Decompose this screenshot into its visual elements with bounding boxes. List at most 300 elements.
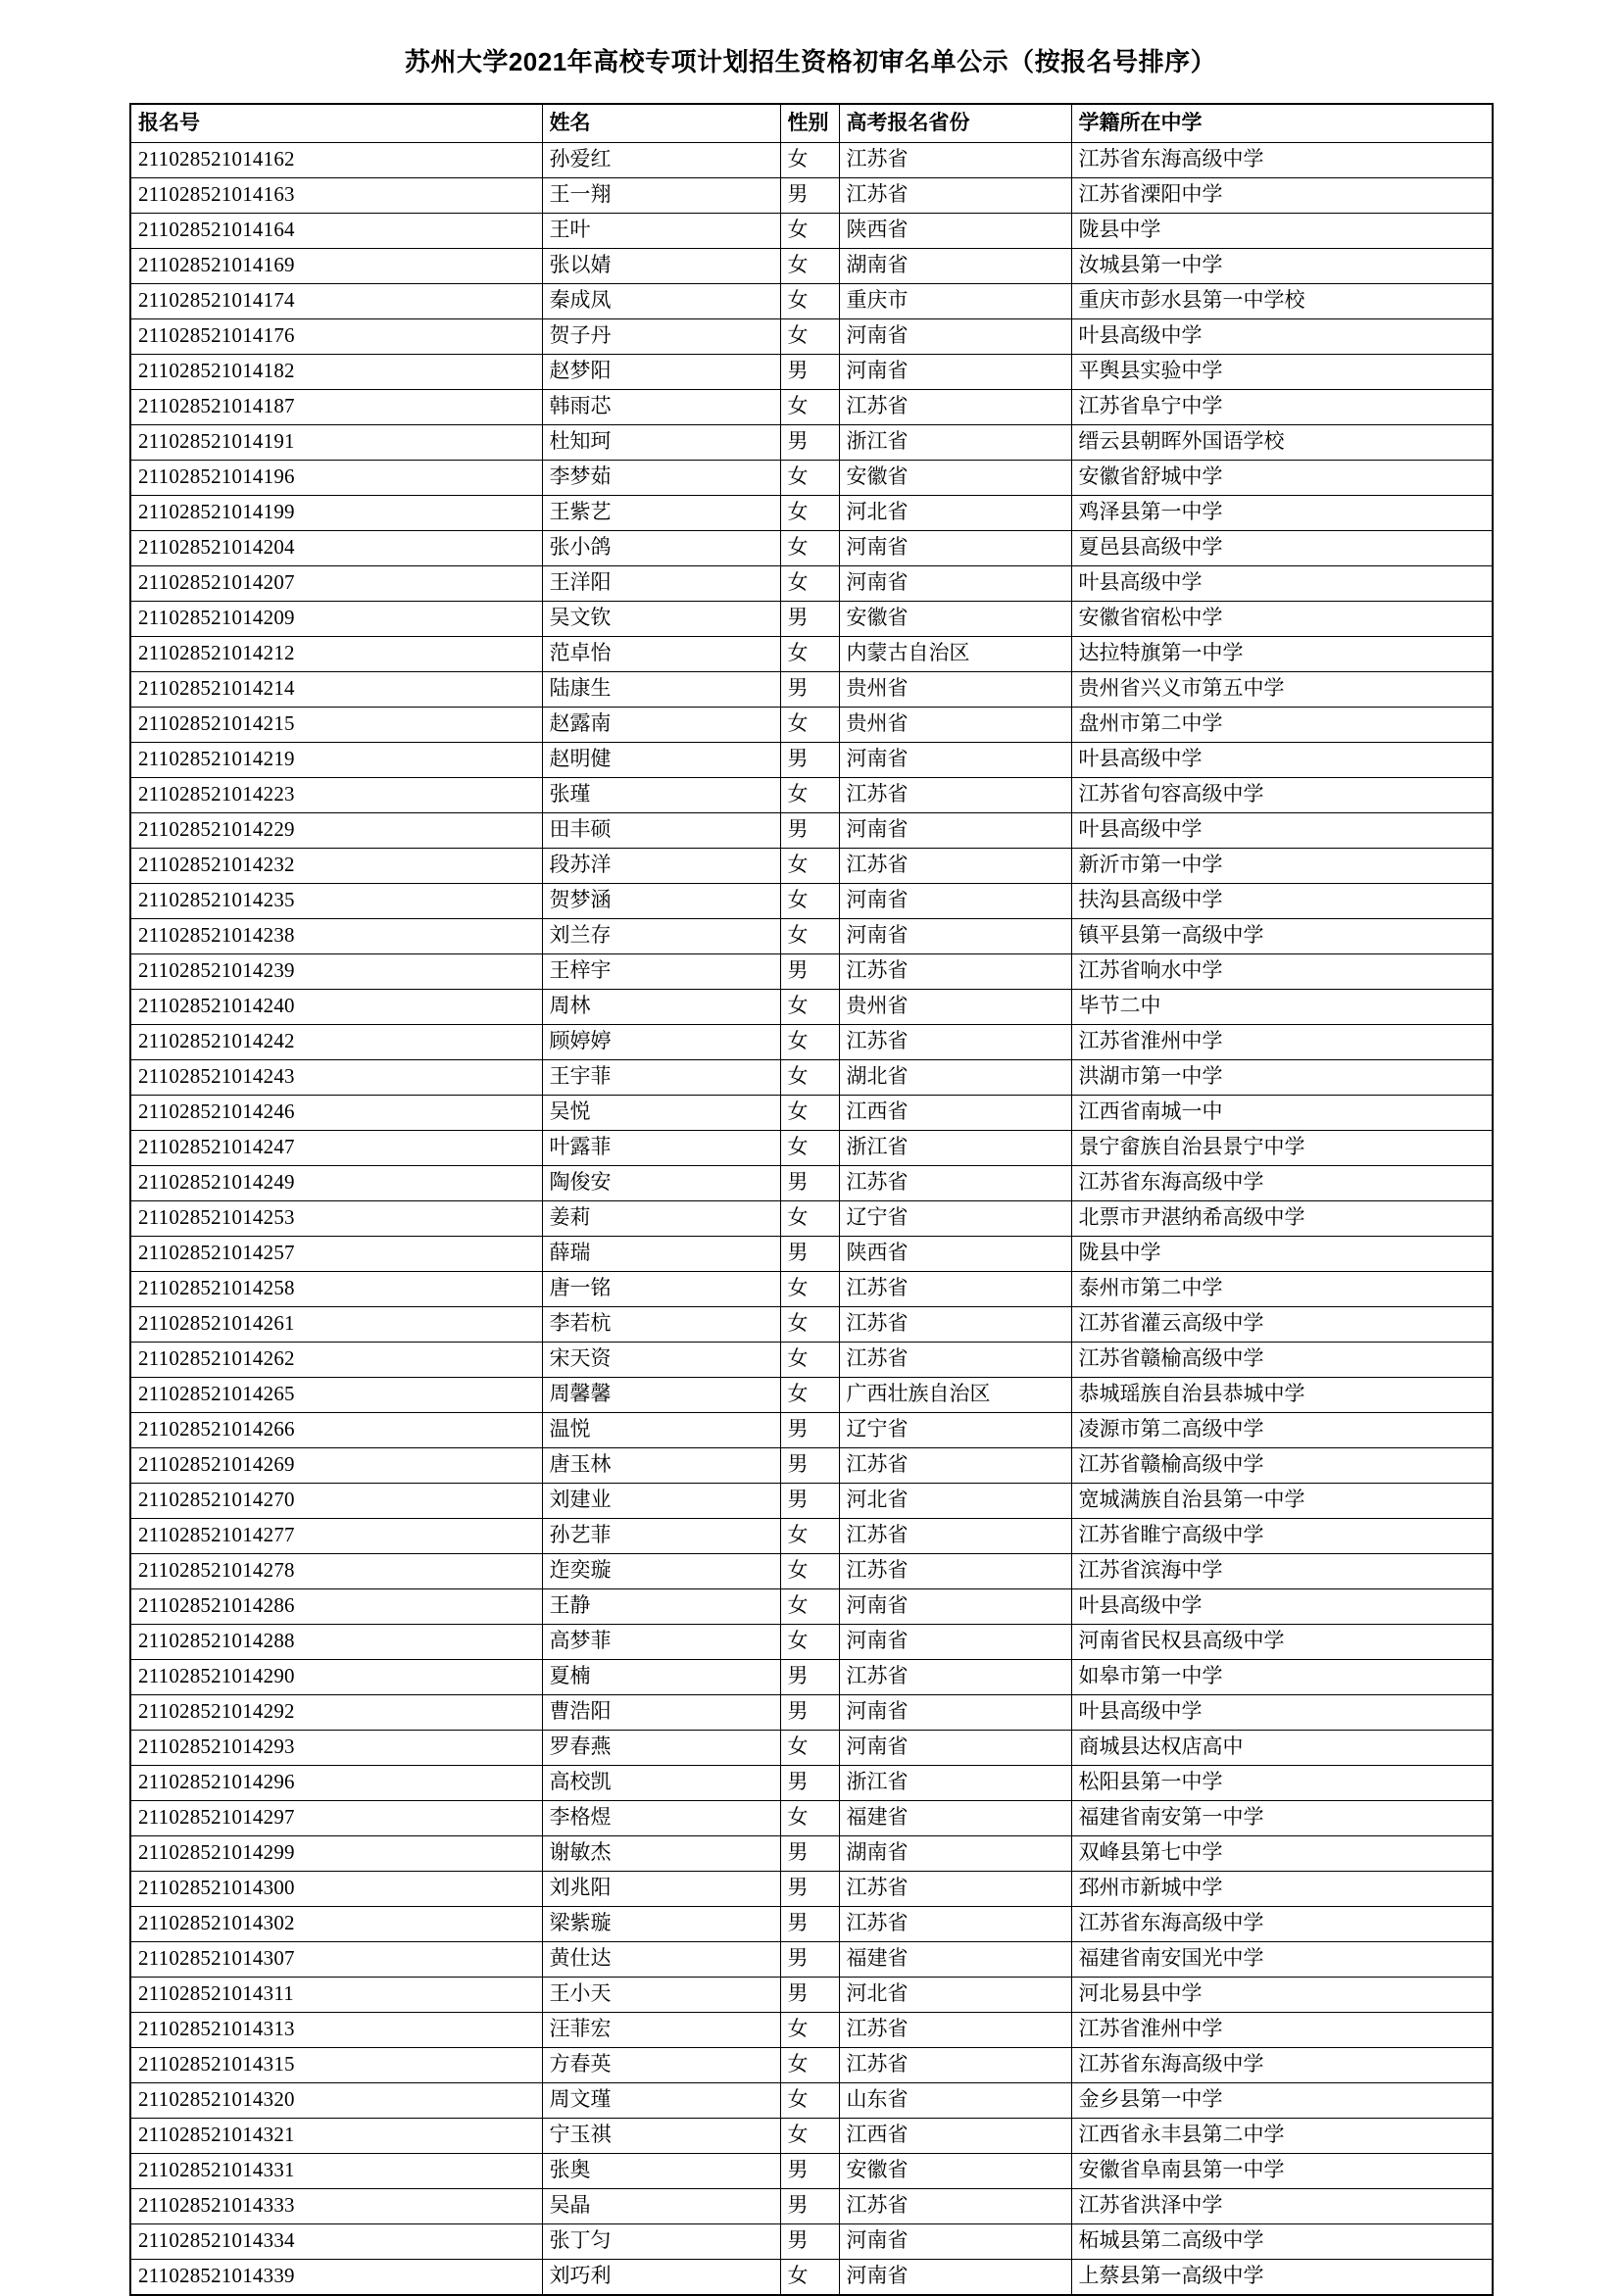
cell-id: 211028521014235 <box>130 884 542 919</box>
cell-school: 叶县高级中学 <box>1071 813 1493 849</box>
cell-id: 211028521014278 <box>130 1554 542 1589</box>
table-row <box>130 919 1493 954</box>
cell-id: 211028521014229 <box>130 813 542 849</box>
cell-gender: 女 <box>780 2048 839 2083</box>
cell-name: 孙艺菲 <box>542 1519 780 1554</box>
cell-province: 河北省 <box>839 496 1071 531</box>
cell-name: 黄仕达 <box>542 1942 780 1978</box>
cell-id: 211028521014290 <box>130 1660 542 1695</box>
cell-name: 王一翔 <box>542 178 780 214</box>
table-row <box>130 2119 1493 2154</box>
cell-province: 山东省 <box>839 2083 1071 2119</box>
table-row <box>130 496 1493 531</box>
cell-school: 叶县高级中学 <box>1071 1589 1493 1625</box>
cell-name: 张小鸽 <box>542 531 780 566</box>
cell-gender: 女 <box>780 990 839 1025</box>
cell-name: 周馨馨 <box>542 1378 780 1413</box>
cell-gender: 男 <box>780 813 839 849</box>
cell-gender: 女 <box>780 214 839 249</box>
table-row <box>130 1625 1493 1660</box>
table-row <box>130 2224 1493 2260</box>
cell-name: 张以婧 <box>542 249 780 284</box>
cell-id: 211028521014242 <box>130 1025 542 1060</box>
cell-school: 贵州省兴义市第五中学 <box>1071 672 1493 708</box>
cell-name: 方春英 <box>542 2048 780 2083</box>
cell-name: 谢敏杰 <box>542 1836 780 1872</box>
cell-name: 陶俊安 <box>542 1166 780 1201</box>
cell-id: 211028521014302 <box>130 1907 542 1942</box>
cell-province: 辽宁省 <box>839 1413 1071 1448</box>
cell-province: 内蒙古自治区 <box>839 637 1071 672</box>
column-header-province: 高考报名省份 <box>839 104 1071 143</box>
table-row <box>130 1307 1493 1343</box>
cell-province: 江苏省 <box>839 390 1071 425</box>
cell-school: 福建省南安国光中学 <box>1071 1942 1493 1978</box>
cell-school: 河北易县中学 <box>1071 1978 1493 2013</box>
cell-province: 贵州省 <box>839 990 1071 1025</box>
cell-province: 河南省 <box>839 566 1071 602</box>
cell-name: 吴悦 <box>542 1096 780 1131</box>
cell-name: 高校凯 <box>542 1766 780 1801</box>
cell-gender: 女 <box>780 1060 839 1096</box>
table-row <box>130 1554 1493 1589</box>
table-row <box>130 1978 1493 2013</box>
column-header-gender: 性别 <box>780 104 839 143</box>
table-row <box>130 1484 1493 1519</box>
cell-id: 211028521014253 <box>130 1201 542 1237</box>
roster-table-container <box>129 77 1492 2296</box>
cell-gender: 女 <box>780 2013 839 2048</box>
table-body <box>130 143 1493 2296</box>
column-header-school: 学籍所在中学 <box>1071 104 1493 143</box>
cell-school: 盘州市第二中学 <box>1071 708 1493 743</box>
cell-province: 陕西省 <box>839 214 1071 249</box>
cell-province: 浙江省 <box>839 1131 1071 1166</box>
cell-id: 211028521014243 <box>130 1060 542 1096</box>
cell-province: 湖南省 <box>839 1836 1071 1872</box>
cell-province: 江苏省 <box>839 1166 1071 1201</box>
cell-id: 211028521014261 <box>130 1307 542 1343</box>
cell-province: 重庆市 <box>839 284 1071 319</box>
cell-gender: 男 <box>780 1660 839 1695</box>
table-row <box>130 284 1493 319</box>
cell-gender: 女 <box>780 1307 839 1343</box>
cell-name: 吴晶 <box>542 2189 780 2224</box>
cell-province: 江苏省 <box>839 1307 1071 1343</box>
table-row <box>130 1731 1493 1766</box>
table-row <box>130 743 1493 778</box>
cell-gender: 男 <box>780 425 839 461</box>
cell-id: 211028521014293 <box>130 1731 542 1766</box>
cell-province: 河南省 <box>839 355 1071 390</box>
table-row <box>130 954 1493 990</box>
cell-gender: 女 <box>780 1378 839 1413</box>
table-row <box>130 143 1493 178</box>
cell-name: 韩雨芯 <box>542 390 780 425</box>
table-row <box>130 1378 1493 1413</box>
cell-id: 211028521014262 <box>130 1343 542 1378</box>
cell-name: 王紫艺 <box>542 496 780 531</box>
table-row <box>130 637 1493 672</box>
cell-school: 恭城瑶族自治县恭城中学 <box>1071 1378 1493 1413</box>
cell-name: 张瑾 <box>542 778 780 813</box>
cell-name: 夏楠 <box>542 1660 780 1695</box>
cell-gender: 男 <box>780 2224 839 2260</box>
cell-name: 张奥 <box>542 2154 780 2189</box>
cell-province: 河南省 <box>839 884 1071 919</box>
table-row <box>130 1413 1493 1448</box>
cell-id: 211028521014313 <box>130 2013 542 2048</box>
cell-gender: 女 <box>780 637 839 672</box>
cell-id: 211028521014207 <box>130 566 542 602</box>
cell-province: 陕西省 <box>839 1237 1071 1272</box>
cell-school: 重庆市彭水县第一中学校 <box>1071 284 1493 319</box>
cell-school: 江苏省句容高级中学 <box>1071 778 1493 813</box>
cell-school: 泰州市第二中学 <box>1071 1272 1493 1307</box>
cell-school: 江苏省灌云高级中学 <box>1071 1307 1493 1343</box>
cell-province: 江西省 <box>839 2119 1071 2154</box>
cell-province: 河南省 <box>839 743 1071 778</box>
cell-gender: 男 <box>780 355 839 390</box>
table-row <box>130 1589 1493 1625</box>
table-row <box>130 884 1493 919</box>
cell-province: 江苏省 <box>839 1343 1071 1378</box>
cell-gender: 女 <box>780 531 839 566</box>
cell-school: 邳州市新城中学 <box>1071 1872 1493 1907</box>
cell-school: 江苏省睢宁高级中学 <box>1071 1519 1493 1554</box>
cell-school: 洪湖市第一中学 <box>1071 1060 1493 1096</box>
cell-school: 双峰县第七中学 <box>1071 1836 1493 1872</box>
cell-school: 毕节二中 <box>1071 990 1493 1025</box>
cell-province: 安徽省 <box>839 602 1071 637</box>
cell-id: 211028521014269 <box>130 1448 542 1484</box>
cell-province: 福建省 <box>839 1801 1071 1836</box>
cell-province: 江苏省 <box>839 849 1071 884</box>
cell-gender: 男 <box>780 1872 839 1907</box>
cell-id: 211028521014299 <box>130 1836 542 1872</box>
cell-gender: 女 <box>780 1343 839 1378</box>
cell-gender: 女 <box>780 1554 839 1589</box>
cell-id: 211028521014300 <box>130 1872 542 1907</box>
cell-gender: 男 <box>780 672 839 708</box>
cell-name: 王静 <box>542 1589 780 1625</box>
table-header <box>130 104 1493 143</box>
cell-school: 陇县中学 <box>1071 1237 1493 1272</box>
cell-id: 211028521014223 <box>130 778 542 813</box>
cell-province: 江苏省 <box>839 2013 1071 2048</box>
cell-id: 211028521014196 <box>130 461 542 496</box>
cell-gender: 女 <box>780 319 839 355</box>
cell-name: 宁玉祺 <box>542 2119 780 2154</box>
table-row <box>130 1025 1493 1060</box>
cell-id: 211028521014232 <box>130 849 542 884</box>
cell-school: 叶县高级中学 <box>1071 1695 1493 1731</box>
cell-name: 梁紫璇 <box>542 1907 780 1942</box>
cell-gender: 男 <box>780 602 839 637</box>
cell-school: 江苏省响水中学 <box>1071 954 1493 990</box>
cell-gender: 男 <box>780 1237 839 1272</box>
cell-gender: 女 <box>780 143 839 178</box>
cell-id: 211028521014214 <box>130 672 542 708</box>
cell-name: 王洋阳 <box>542 566 780 602</box>
table-row <box>130 566 1493 602</box>
cell-name: 汪菲宏 <box>542 2013 780 2048</box>
cell-province: 浙江省 <box>839 425 1071 461</box>
applicant-roster-table <box>129 103 1494 2296</box>
cell-name: 吴文钦 <box>542 602 780 637</box>
cell-id: 211028521014215 <box>130 708 542 743</box>
cell-gender: 女 <box>780 2083 839 2119</box>
cell-gender: 男 <box>780 2154 839 2189</box>
cell-id: 211028521014163 <box>130 178 542 214</box>
cell-province: 福建省 <box>839 1942 1071 1978</box>
table-row <box>130 1660 1493 1695</box>
cell-school: 江苏省东海高级中学 <box>1071 143 1493 178</box>
cell-gender: 女 <box>780 1272 839 1307</box>
cell-id: 211028521014204 <box>130 531 542 566</box>
cell-id: 211028521014320 <box>130 2083 542 2119</box>
cell-province: 河南省 <box>839 319 1071 355</box>
cell-id: 211028521014239 <box>130 954 542 990</box>
cell-id: 211028521014297 <box>130 1801 542 1836</box>
cell-province: 贵州省 <box>839 708 1071 743</box>
cell-name: 李格煜 <box>542 1801 780 1836</box>
cell-id: 211028521014182 <box>130 355 542 390</box>
cell-gender: 女 <box>780 1801 839 1836</box>
cell-name: 刘兰存 <box>542 919 780 954</box>
cell-province: 江苏省 <box>839 143 1071 178</box>
cell-gender: 女 <box>780 919 839 954</box>
cell-gender: 女 <box>780 284 839 319</box>
cell-name: 罗春燕 <box>542 1731 780 1766</box>
cell-id: 211028521014238 <box>130 919 542 954</box>
cell-name: 迮奕璇 <box>542 1554 780 1589</box>
table-row <box>130 849 1493 884</box>
cell-province: 湖南省 <box>839 249 1071 284</box>
cell-gender: 男 <box>780 1413 839 1448</box>
cell-name: 秦成凤 <box>542 284 780 319</box>
table-row <box>130 1060 1493 1096</box>
cell-id: 211028521014169 <box>130 249 542 284</box>
cell-school: 上蔡县第一高级中学 <box>1071 2260 1493 2296</box>
cell-gender: 女 <box>780 249 839 284</box>
cell-province: 浙江省 <box>839 1766 1071 1801</box>
table-row <box>130 1166 1493 1201</box>
cell-province: 河南省 <box>839 1731 1071 1766</box>
cell-school: 达拉特旗第一中学 <box>1071 637 1493 672</box>
cell-id: 211028521014286 <box>130 1589 542 1625</box>
cell-name: 杜知珂 <box>542 425 780 461</box>
cell-id: 211028521014176 <box>130 319 542 355</box>
cell-province: 江苏省 <box>839 1272 1071 1307</box>
table-row <box>130 708 1493 743</box>
cell-id: 211028521014266 <box>130 1413 542 1448</box>
cell-school: 江苏省淮州中学 <box>1071 1025 1493 1060</box>
cell-name: 周文瑾 <box>542 2083 780 2119</box>
cell-id: 211028521014321 <box>130 2119 542 2154</box>
cell-id: 211028521014311 <box>130 1978 542 2013</box>
table-row <box>130 1872 1493 1907</box>
column-header-name: 姓名 <box>542 104 780 143</box>
table-row <box>130 1801 1493 1836</box>
table-row <box>130 990 1493 1025</box>
cell-province: 贵州省 <box>839 672 1071 708</box>
table-row <box>130 1096 1493 1131</box>
cell-name: 王宇菲 <box>542 1060 780 1096</box>
cell-gender: 男 <box>780 1766 839 1801</box>
cell-province: 江苏省 <box>839 2189 1071 2224</box>
cell-gender: 女 <box>780 849 839 884</box>
cell-name: 张丁匀 <box>542 2224 780 2260</box>
table-row <box>130 319 1493 355</box>
table-row <box>130 355 1493 390</box>
cell-school: 松阳县第一中学 <box>1071 1766 1493 1801</box>
cell-id: 211028521014307 <box>130 1942 542 1978</box>
cell-gender: 男 <box>780 1978 839 2013</box>
cell-province: 江苏省 <box>839 1872 1071 1907</box>
table-header-row <box>130 104 1493 143</box>
cell-name: 宋天资 <box>542 1343 780 1378</box>
cell-province: 湖北省 <box>839 1060 1071 1096</box>
cell-name: 赵梦阳 <box>542 355 780 390</box>
cell-name: 刘巧利 <box>542 2260 780 2296</box>
cell-gender: 女 <box>780 2119 839 2154</box>
cell-name: 孙爱红 <box>542 143 780 178</box>
cell-province: 安徽省 <box>839 461 1071 496</box>
cell-school: 夏邑县高级中学 <box>1071 531 1493 566</box>
table-row <box>130 1131 1493 1166</box>
cell-id: 211028521014246 <box>130 1096 542 1131</box>
cell-province: 河南省 <box>839 1589 1071 1625</box>
cell-school: 鸡泽县第一中学 <box>1071 496 1493 531</box>
cell-gender: 男 <box>780 743 839 778</box>
cell-province: 江苏省 <box>839 178 1071 214</box>
cell-school: 如皋市第一中学 <box>1071 1660 1493 1695</box>
cell-name: 高梦菲 <box>542 1625 780 1660</box>
cell-name: 刘兆阳 <box>542 1872 780 1907</box>
table-row <box>130 461 1493 496</box>
table-row <box>130 672 1493 708</box>
cell-id: 211028521014212 <box>130 637 542 672</box>
cell-id: 211028521014164 <box>130 214 542 249</box>
cell-name: 李梦茹 <box>542 461 780 496</box>
cell-name: 段苏洋 <box>542 849 780 884</box>
cell-id: 211028521014199 <box>130 496 542 531</box>
cell-name: 周林 <box>542 990 780 1025</box>
cell-school: 宽城满族自治县第一中学 <box>1071 1484 1493 1519</box>
table-row <box>130 2154 1493 2189</box>
cell-school: 平舆县实验中学 <box>1071 355 1493 390</box>
table-row <box>130 813 1493 849</box>
cell-gender: 男 <box>780 2189 839 2224</box>
cell-school: 景宁畲族自治县景宁中学 <box>1071 1131 1493 1166</box>
cell-id: 211028521014162 <box>130 143 542 178</box>
table-row <box>130 2013 1493 2048</box>
cell-province: 河南省 <box>839 813 1071 849</box>
cell-id: 211028521014296 <box>130 1766 542 1801</box>
cell-school: 江苏省赣榆高级中学 <box>1071 1343 1493 1378</box>
table-row <box>130 1836 1493 1872</box>
table-row <box>130 178 1493 214</box>
cell-name: 顾婷婷 <box>542 1025 780 1060</box>
cell-name: 薛瑞 <box>542 1237 780 1272</box>
cell-gender: 女 <box>780 1025 839 1060</box>
cell-gender: 男 <box>780 1836 839 1872</box>
cell-name: 姜莉 <box>542 1201 780 1237</box>
cell-school: 叶县高级中学 <box>1071 566 1493 602</box>
cell-school: 叶县高级中学 <box>1071 743 1493 778</box>
table-row <box>130 1695 1493 1731</box>
cell-gender: 女 <box>780 1589 839 1625</box>
cell-id: 211028521014331 <box>130 2154 542 2189</box>
cell-province: 河南省 <box>839 2260 1071 2296</box>
table-row <box>130 214 1493 249</box>
cell-school: 江苏省赣榆高级中学 <box>1071 1448 1493 1484</box>
cell-province: 江苏省 <box>839 1448 1071 1484</box>
table-row <box>130 1766 1493 1801</box>
cell-school: 扶沟县高级中学 <box>1071 884 1493 919</box>
cell-province: 河南省 <box>839 1625 1071 1660</box>
cell-id: 211028521014277 <box>130 1519 542 1554</box>
cell-school: 河南省民权县高级中学 <box>1071 1625 1493 1660</box>
cell-province: 河北省 <box>839 1978 1071 2013</box>
cell-school: 缙云县朝晖外国语学校 <box>1071 425 1493 461</box>
cell-province: 广西壮族自治区 <box>839 1378 1071 1413</box>
cell-name: 王梓宇 <box>542 954 780 990</box>
cell-school: 柘城县第二高级中学 <box>1071 2224 1493 2260</box>
cell-id: 211028521014249 <box>130 1166 542 1201</box>
cell-school: 江苏省滨海中学 <box>1071 1554 1493 1589</box>
cell-name: 贺子丹 <box>542 319 780 355</box>
cell-school: 福建省南安第一中学 <box>1071 1801 1493 1836</box>
cell-id: 211028521014315 <box>130 2048 542 2083</box>
cell-school: 安徽省宿松中学 <box>1071 602 1493 637</box>
cell-gender: 男 <box>780 1907 839 1942</box>
cell-gender: 女 <box>780 1201 839 1237</box>
cell-gender: 女 <box>780 708 839 743</box>
table-row <box>130 778 1493 813</box>
cell-province: 河南省 <box>839 919 1071 954</box>
cell-id: 211028521014333 <box>130 2189 542 2224</box>
table-row <box>130 1448 1493 1484</box>
cell-gender: 女 <box>780 1519 839 1554</box>
cell-name: 赵明健 <box>542 743 780 778</box>
table-row <box>130 602 1493 637</box>
cell-school: 安徽省舒城中学 <box>1071 461 1493 496</box>
cell-name: 田丰硕 <box>542 813 780 849</box>
cell-name: 贺梦涵 <box>542 884 780 919</box>
cell-gender: 女 <box>780 778 839 813</box>
cell-province: 江苏省 <box>839 2048 1071 2083</box>
cell-id: 211028521014334 <box>130 2224 542 2260</box>
cell-gender: 女 <box>780 884 839 919</box>
cell-id: 211028521014258 <box>130 1272 542 1307</box>
cell-province: 安徽省 <box>839 2154 1071 2189</box>
cell-province: 河南省 <box>839 2224 1071 2260</box>
table-row <box>130 2083 1493 2119</box>
cell-id: 211028521014240 <box>130 990 542 1025</box>
cell-id: 211028521014288 <box>130 1625 542 1660</box>
table-row <box>130 2189 1493 2224</box>
cell-gender: 男 <box>780 1695 839 1731</box>
cell-id: 211028521014265 <box>130 1378 542 1413</box>
table-row <box>130 1343 1493 1378</box>
cell-name: 王叶 <box>542 214 780 249</box>
cell-gender: 女 <box>780 1731 839 1766</box>
cell-school: 商城县达权店高中 <box>1071 1731 1493 1766</box>
cell-gender: 女 <box>780 566 839 602</box>
table-row <box>130 1272 1493 1307</box>
